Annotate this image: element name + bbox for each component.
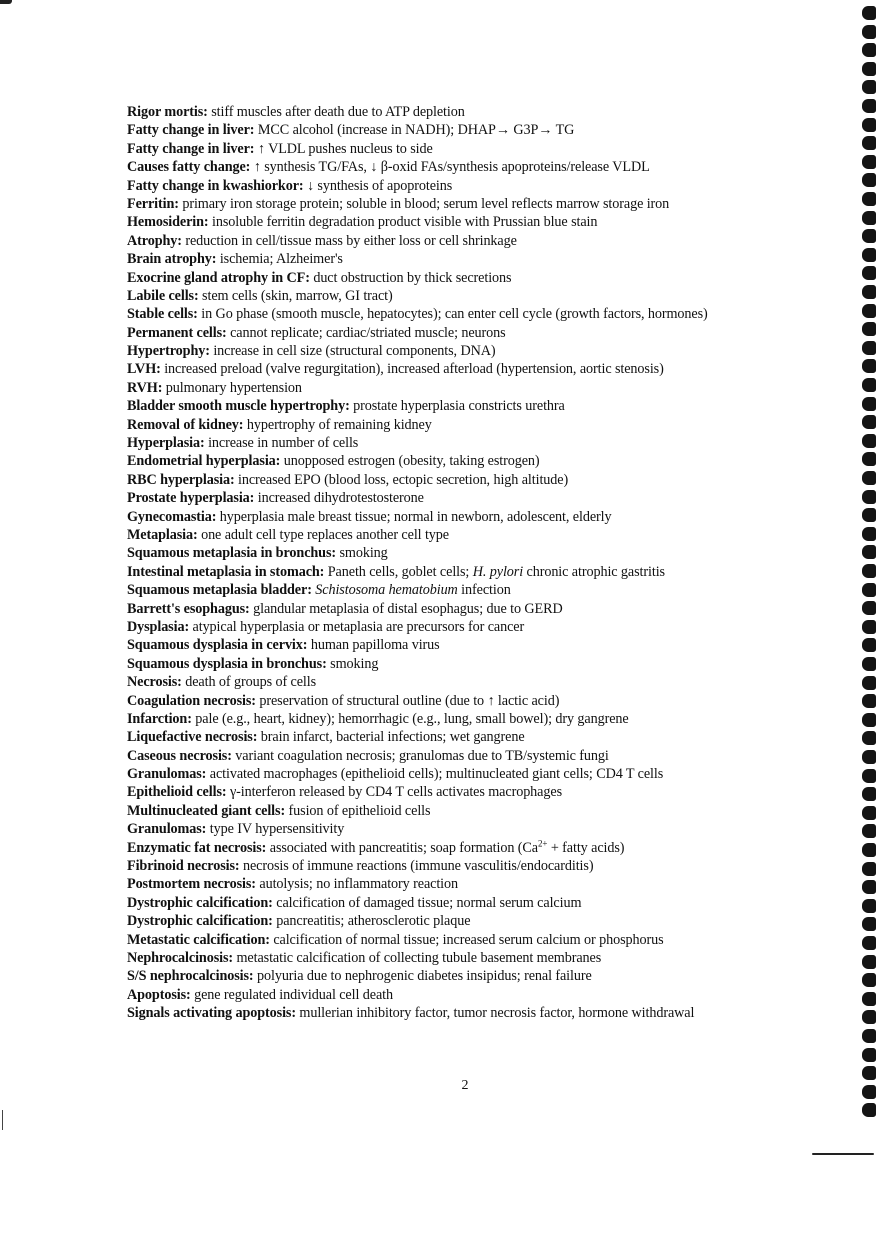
binding-hole — [862, 304, 876, 318]
definition-term: RVH: — [127, 379, 163, 396]
binding-hole — [862, 620, 876, 634]
definition-term: Squamous metaplasia bladder: — [127, 582, 312, 599]
definition-text: Paneth cells, goblet cells; — [324, 563, 473, 580]
binding-hole — [862, 992, 876, 1006]
definition-term: Dysplasia: — [127, 618, 190, 635]
binding-hole — [862, 378, 876, 392]
binding-hole — [862, 843, 876, 857]
definition-term: Apoptosis: — [127, 986, 191, 1003]
definition-text: smoking — [326, 655, 379, 672]
binding-hole — [862, 490, 876, 504]
definition-term: Hemosiderin: — [127, 214, 209, 231]
definition-term: Fatty change in liver: — [127, 140, 255, 157]
definition-term: Coagulation necrosis: — [127, 692, 256, 709]
binding-hole — [862, 285, 876, 299]
definition-term: Squamous dysplasia in bronchus: — [127, 655, 327, 672]
definition-entry — [127, 508, 827, 526]
binding-hole — [862, 694, 876, 708]
binding-hole — [862, 657, 876, 671]
definition-term: Infarction: — [127, 710, 192, 727]
definition-entry — [127, 103, 827, 121]
definition-entry — [127, 121, 827, 139]
definition-entry — [127, 250, 827, 268]
definition-term: Fatty change in liver: — [127, 122, 255, 139]
definition-entry — [127, 489, 827, 507]
definition-term: Labile cells: — [127, 287, 199, 304]
definition-text-continued: chronic atrophic gastritis — [523, 563, 665, 580]
binding-hole — [862, 862, 876, 876]
definition-text: primary iron storage protein; soluble in blood; serum level reflects marrow storage iron — [178, 195, 670, 212]
binding-hole — [862, 806, 876, 820]
definition-term: Fatty change in kwashiorkor: — [127, 177, 304, 194]
definition-entry — [127, 636, 827, 654]
binding-hole — [862, 25, 876, 39]
definition-list — [127, 103, 827, 1023]
definition-term: Brain atrophy: — [127, 251, 217, 268]
binding-hole — [862, 452, 876, 466]
definition-term: Epithelioid cells: — [127, 784, 227, 801]
definition-text: glandular metaplasia of distal esophagus; due to GERD — [249, 600, 563, 617]
definition-entry — [127, 820, 827, 838]
definition-text: unopposed estrogen (obesity, taking estrogen) — [280, 453, 540, 470]
definition-entry — [127, 894, 827, 912]
definition-term: Signals activating apoptosis: — [127, 1005, 296, 1022]
binding-hole — [862, 62, 876, 76]
binding-hole — [862, 322, 876, 336]
definition-entry — [127, 747, 827, 765]
definition-text: preservation of structural outline (due to ↑ lactic acid) — [255, 692, 560, 709]
binding-hole — [862, 415, 876, 429]
binding-hole — [862, 527, 876, 541]
definition-term: Rigor mortis: — [127, 104, 208, 120]
definition-entry — [127, 526, 827, 544]
definition-term: Enzymatic fat necrosis: — [127, 839, 267, 856]
definition-term: Intestinal metaplasia in stomach: — [127, 563, 325, 580]
binding-hole — [862, 713, 876, 727]
definition-text: MCC alcohol (increase in NADH); DHAP→ G3P→ TG — [254, 122, 575, 139]
definition-text: human papilloma virus — [307, 637, 440, 654]
definition-text: ischemia; Alzheimer's — [216, 251, 343, 268]
definition-italic-text: Schistosoma hematobium — [315, 582, 458, 599]
binding-hole — [862, 471, 876, 485]
definition-text: autolysis; no inflammatory reaction — [255, 876, 459, 893]
definition-term: Ferritin: — [127, 195, 179, 212]
definition-entry — [127, 379, 827, 397]
binding-hole — [862, 601, 876, 615]
binding-hole — [862, 118, 876, 132]
binding-hole — [862, 769, 876, 783]
definition-term: Stable cells: — [127, 306, 198, 323]
definition-entry — [127, 544, 827, 562]
definition-text: ↑ VLDL pushes nucleus to side — [254, 140, 433, 157]
definition-text: in Go phase (smooth muscle, hepatocytes); can enter cell cycle (growth factors, hormones) — [197, 306, 708, 323]
definition-entry — [127, 783, 827, 801]
definition-entry — [127, 600, 827, 618]
binding-hole — [862, 731, 876, 745]
binding-hole — [862, 750, 876, 764]
definition-term: Metastatic calcification: — [127, 931, 270, 948]
binding-hole — [862, 99, 876, 113]
binding-hole — [862, 229, 876, 243]
definition-text: prostate hyperplasia constricts urethra — [349, 398, 565, 415]
definition-text: fusion of epithelioid cells — [285, 802, 431, 819]
definition-entry — [127, 1004, 827, 1022]
definition-text: ↑ synthesis TG/FAs, ↓ β-oxid FAs/synthesis apoproteins/release VLDL — [250, 159, 650, 176]
scan-edge-mark — [2, 1110, 3, 1130]
binding-hole — [862, 359, 876, 373]
definition-term: Squamous metaplasia in bronchus: — [127, 545, 337, 562]
definition-term: Dystrophic calcification: — [127, 894, 273, 911]
definition-text: increase in number of cells — [204, 435, 359, 452]
binding-hole — [862, 955, 876, 969]
binding-hole — [862, 192, 876, 206]
definition-term: Hypertrophy: — [127, 343, 210, 360]
definition-entry — [127, 986, 827, 1004]
definition-term: Granulomas: — [127, 766, 207, 783]
definition-entry — [127, 967, 827, 985]
definition-entry — [127, 857, 827, 875]
definition-entry — [127, 839, 827, 857]
definition-term: S/S nephrocalcinosis: — [127, 968, 254, 985]
definition-text: stiff muscles after death due to ATP depletion — [207, 104, 465, 120]
definition-term: LVH: — [127, 361, 161, 378]
definition-entry — [127, 728, 827, 746]
definition-entry — [127, 581, 827, 599]
scan-corner-mark — [0, 0, 12, 4]
binding-edge-line — [812, 1153, 874, 1155]
definition-text: one adult cell type replaces another cell type — [197, 526, 449, 543]
definition-entry — [127, 195, 827, 213]
binding-hole — [862, 6, 876, 20]
definition-term: Endometrial hyperplasia: — [127, 453, 281, 470]
binding-hole — [862, 676, 876, 690]
definition-entry — [127, 655, 827, 673]
binding-hole — [862, 248, 876, 262]
definition-term: Exocrine gland atrophy in CF: — [127, 269, 310, 286]
definition-text: stem cells (skin, marrow, GI tract) — [198, 287, 393, 304]
definition-entry — [127, 140, 827, 158]
binding-hole — [862, 80, 876, 94]
definition-term: Causes fatty change: — [127, 159, 251, 176]
definition-text: metastatic calcification of collecting tubule basement membranes — [233, 949, 602, 966]
definition-entry — [127, 342, 827, 360]
spiral-binding — [840, 0, 880, 1247]
binding-hole — [862, 880, 876, 894]
binding-hole — [862, 564, 876, 578]
definition-text: type IV hypersensitivity — [206, 821, 345, 838]
binding-hole — [862, 173, 876, 187]
definition-text: cannot replicate; cardiac/striated muscle; neurons — [226, 324, 506, 341]
definition-text: γ-interferon released by CD4 T cells activates macrophages — [226, 784, 562, 801]
definition-text: atypical hyperplasia or metaplasia are precursors for cancer — [189, 618, 525, 635]
definition-term: Caseous necrosis: — [127, 747, 232, 764]
definition-text: brain infarct, bacterial infections; wet gangrene — [257, 729, 525, 746]
definition-entry — [127, 269, 827, 287]
binding-hole — [862, 341, 876, 355]
definition-text: pulmonary hypertension — [162, 379, 302, 396]
definition-text: gene regulated individual cell death — [190, 986, 393, 1003]
definition-text: associated with pancreatitis; soap formation (Ca — [266, 839, 538, 856]
definition-term: Permanent cells: — [127, 324, 227, 341]
definition-entry — [127, 324, 827, 342]
definition-term: Necrosis: — [127, 674, 182, 691]
definition-text-continued: infection — [457, 582, 511, 599]
definition-text: ↓ synthesis of apoproteins — [303, 177, 453, 194]
definition-entry — [127, 765, 827, 783]
definition-text: reduction in cell/tissue mass by either loss or cell shrinkage — [181, 232, 517, 249]
definition-entry — [127, 397, 827, 415]
definition-entry — [127, 213, 827, 231]
definition-entry — [127, 434, 827, 452]
binding-hole — [862, 917, 876, 931]
page-number: 2 — [461, 1078, 469, 1093]
binding-hole — [862, 1066, 876, 1080]
definition-text: smoking — [336, 545, 388, 562]
definition-term: Prostate hyperplasia: — [127, 490, 255, 507]
definition-entry — [127, 305, 827, 323]
binding-hole — [862, 155, 876, 169]
definition-term: Hyperplasia: — [127, 435, 205, 452]
definition-text: insoluble ferritin degradation product visible with Prussian blue stain — [208, 214, 598, 231]
binding-hole — [862, 1103, 876, 1117]
binding-hole — [862, 397, 876, 411]
definition-term: Fibrinoid necrosis: — [127, 858, 240, 875]
definition-entry — [127, 949, 827, 967]
binding-hole — [862, 266, 876, 280]
definition-term: Atrophy: — [127, 232, 182, 249]
definition-entry — [127, 710, 827, 728]
definition-entry — [127, 912, 827, 930]
definition-entry — [127, 452, 827, 470]
definition-entry — [127, 471, 827, 489]
definition-term: Liquefactive necrosis: — [127, 729, 258, 746]
definition-entry — [127, 931, 827, 949]
binding-hole — [862, 787, 876, 801]
definition-text: increased dihydrotestosterone — [254, 490, 424, 507]
binding-hole — [862, 136, 876, 150]
definition-entry — [127, 802, 827, 820]
binding-hole — [862, 1048, 876, 1062]
definition-entry — [127, 673, 827, 691]
definition-term: Squamous dysplasia in cervix: — [127, 637, 308, 654]
binding-hole — [862, 936, 876, 950]
definition-text: duct obstruction by thick secretions — [309, 269, 512, 286]
definition-term: Postmortem necrosis: — [127, 876, 256, 893]
definition-text: pancreatitis; atherosclerotic plaque — [272, 913, 471, 930]
definition-term: Dystrophic calcification: — [127, 913, 273, 930]
definition-text: death of groups of cells — [181, 674, 317, 691]
definition-text: increased EPO (blood loss, ectopic secretion, high altitude) — [234, 471, 569, 488]
binding-hole — [862, 638, 876, 652]
definition-term: Removal of kidney: — [127, 416, 244, 433]
definition-text: hypertrophy of remaining kidney — [243, 416, 432, 433]
definition-term: Barrett's esophagus: — [127, 600, 250, 617]
binding-hole — [862, 973, 876, 987]
definition-text: hyperplasia male breast tissue; normal in newborn, adolescent, elderly — [216, 508, 612, 525]
definition-entry — [127, 618, 827, 636]
definition-italic-text: H. pylori — [472, 563, 524, 580]
binding-hole — [862, 545, 876, 559]
binding-hole — [862, 1010, 876, 1024]
definition-text: mullerian inhibitory factor, tumor necrosis factor, hormone withdrawal — [295, 1005, 695, 1022]
definition-text-continued: + fatty acids) — [547, 839, 625, 856]
binding-hole — [862, 43, 876, 57]
definition-text: pale (e.g., heart, kidney); hemorrhagic (e.g., lung, small bowel); dry gangrene — [191, 710, 629, 727]
binding-hole — [862, 899, 876, 913]
definition-text: increased preload (valve regurgitation), increased afterload (hypertension, aortic stenosis) — [160, 361, 664, 378]
binding-hole — [862, 508, 876, 522]
definition-text: calcification of damaged tissue; normal serum calcium — [272, 894, 582, 911]
definition-term: Gynecomastia: — [127, 508, 217, 525]
binding-hole — [862, 824, 876, 838]
definition-entry — [127, 158, 827, 176]
definition-superscript: 2+ — [537, 837, 548, 848]
binding-hole — [862, 434, 876, 448]
binding-hole — [862, 1085, 876, 1099]
definition-text: activated macrophages (epithelioid cells); multinucleated giant cells; CD4 T cells — [206, 766, 664, 783]
definition-entry — [127, 692, 827, 710]
definition-text: polyuria due to nephrogenic diabetes insipidus; renal failure — [253, 968, 592, 985]
binding-hole — [862, 583, 876, 597]
definition-term: Granulomas: — [127, 821, 207, 838]
definition-entry — [127, 360, 827, 378]
binding-hole — [862, 1029, 876, 1043]
definition-term: Multinucleated giant cells: — [127, 802, 286, 819]
definition-text: variant coagulation necrosis; granulomas due to TB/systemic fungi — [231, 747, 609, 764]
definition-entry — [127, 875, 827, 893]
definition-entry — [127, 416, 827, 434]
definition-term: Nephrocalcinosis: — [127, 949, 234, 966]
definition-text: calcification of normal tissue; increased serum calcium or phosphorus — [269, 931, 664, 948]
definition-term: Metaplasia: — [127, 526, 198, 543]
definition-entry — [127, 287, 827, 305]
definition-entry — [127, 232, 827, 250]
definition-entry — [127, 563, 827, 581]
definition-term: Bladder smooth muscle hypertrophy: — [127, 398, 350, 415]
definition-text: increase in cell size (structural components, DNA) — [209, 343, 496, 360]
definition-text: necrosis of immune reactions (immune vasculitis/endocarditis) — [239, 858, 594, 875]
definition-entry — [127, 177, 827, 195]
binding-hole — [862, 211, 876, 225]
definition-term: RBC hyperplasia: — [127, 471, 235, 488]
